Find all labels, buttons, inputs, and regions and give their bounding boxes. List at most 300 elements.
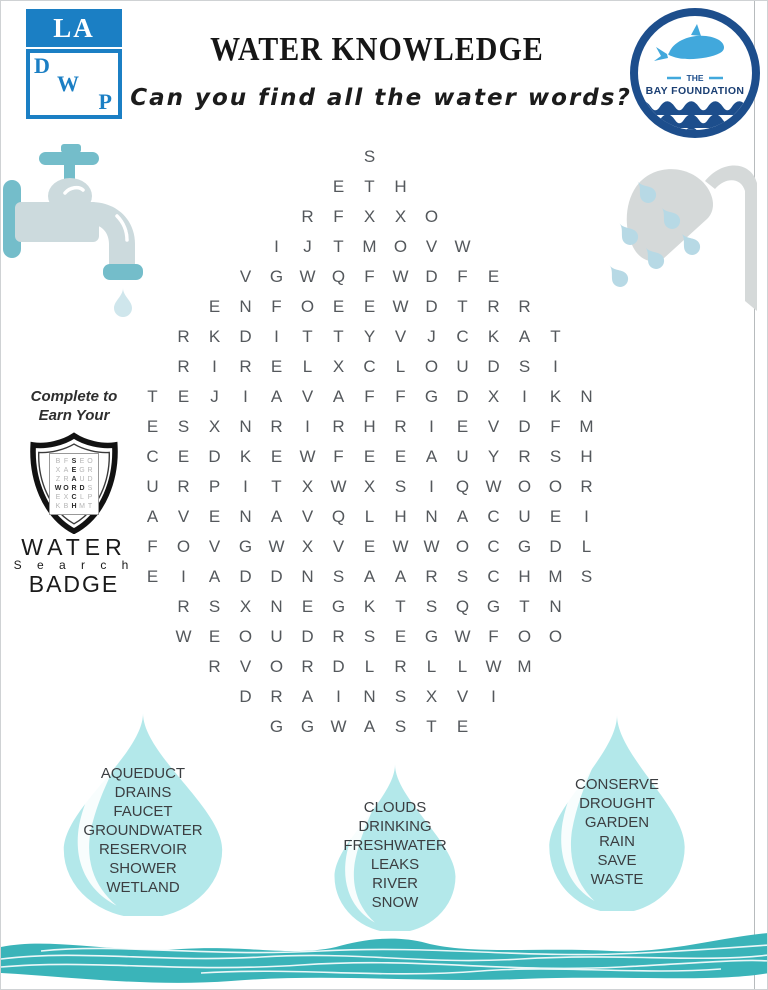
puzzle-letter: D	[549, 537, 562, 556]
mini-grid-letter: Z	[55, 476, 61, 483]
badge-search-text: S e a r c h	[13, 558, 135, 572]
ladwp-w-text: W	[57, 71, 79, 96]
puzzle-letter: E	[146, 567, 159, 586]
mini-grid-letter: E	[71, 467, 77, 474]
puzzle-letter: W	[423, 537, 440, 556]
mini-grid-letter: F	[63, 458, 69, 465]
puzzle-letter: S	[456, 567, 469, 586]
puzzle-letter: F	[457, 267, 468, 286]
puzzle-letter: N	[239, 297, 252, 316]
ladwp-d-text: D	[34, 53, 50, 78]
puzzle-letter: R	[394, 417, 407, 436]
puzzle-letter: Q	[331, 267, 346, 286]
puzzle-letter: Q	[455, 477, 470, 496]
puzzle-row	[1, 442, 738, 472]
mini-grid-letter: M	[79, 503, 85, 510]
puzzle-letter: F	[333, 447, 344, 466]
puzzle-letter: T	[333, 237, 344, 256]
word-list-item: AQUEDUCT	[100, 765, 186, 782]
puzzle-letter: A	[208, 567, 221, 586]
puzzle-letter: R	[208, 657, 221, 676]
puzzle-row	[1, 652, 738, 682]
puzzle-letter: I	[336, 687, 341, 706]
puzzle-letter: F	[147, 537, 158, 556]
puzzle-letter: E	[177, 387, 190, 406]
puzzle-letter: W	[330, 477, 347, 496]
puzzle-letter: O	[548, 627, 563, 646]
puzzle-letter: V	[177, 507, 190, 526]
water-wave-band	[1, 929, 768, 987]
puzzle-row	[1, 232, 738, 262]
puzzle-letter: I	[243, 387, 248, 406]
puzzle-letter: R	[177, 477, 190, 496]
puzzle-letter: V	[301, 507, 314, 526]
puzzle-letter: T	[457, 297, 468, 316]
mini-grid-letter: T	[87, 503, 93, 510]
word-list-item: RIVER	[372, 875, 418, 892]
mini-grid-letter: P	[87, 494, 93, 501]
puzzle-row	[1, 472, 738, 502]
bay-foundation-logo	[629, 7, 761, 139]
puzzle-letter: R	[239, 357, 252, 376]
puzzle-letter: R	[332, 417, 345, 436]
puzzle-letter: I	[522, 387, 527, 406]
puzzle-letter: G	[300, 717, 315, 736]
puzzle-letter: K	[208, 327, 221, 346]
word-list-item: WASTE	[590, 871, 644, 888]
puzzle-letter: E	[394, 627, 407, 646]
puzzle-letter: I	[274, 237, 279, 256]
word-list-item: CLOUDS	[363, 799, 427, 816]
puzzle-letter: G	[269, 267, 284, 286]
puzzle-letter: R	[301, 657, 314, 676]
puzzle-letter: K	[549, 387, 562, 406]
mini-grid-letter: C	[71, 494, 77, 501]
puzzle-letter: N	[239, 507, 252, 526]
puzzle-letter: M	[579, 417, 594, 436]
word-list-item: SAVE	[597, 852, 637, 869]
puzzle-letter: W	[485, 477, 502, 496]
puzzle-letter: G	[517, 537, 532, 556]
mini-grid-letter: O	[63, 485, 69, 492]
puzzle-letter: N	[580, 387, 593, 406]
puzzle-letter: M	[517, 657, 532, 676]
puzzle-letter: D	[239, 327, 252, 346]
puzzle-letter: F	[364, 387, 375, 406]
badge-caption-line2: Earn Your	[38, 407, 110, 424]
puzzle-letter: M	[548, 567, 563, 586]
mini-grid-letter: R	[71, 485, 77, 492]
puzzle-letter: G	[269, 717, 284, 736]
mini-grid-letter: R	[87, 467, 93, 474]
puzzle-letter: R	[518, 297, 531, 316]
puzzle-row	[1, 382, 738, 412]
puzzle-letter: E	[208, 297, 221, 316]
puzzle-letter: O	[393, 237, 408, 256]
puzzle-letter: N	[425, 507, 438, 526]
puzzle-letter: X	[425, 687, 438, 706]
puzzle-letter: G	[331, 597, 346, 616]
puzzle-letter: S	[425, 597, 438, 616]
puzzle-letter: W	[330, 717, 347, 736]
puzzle-letter: T	[271, 477, 282, 496]
puzzle-letter: S	[394, 687, 407, 706]
puzzle-letter: M	[362, 237, 377, 256]
word-list-item: SNOW	[371, 894, 419, 911]
puzzle-letter: L	[364, 507, 375, 526]
puzzle-letter: L	[581, 537, 592, 556]
puzzle-letter: X	[363, 207, 376, 226]
puzzle-letter: I	[491, 687, 496, 706]
puzzle-letter: O	[455, 537, 470, 556]
puzzle-letter: E	[363, 297, 376, 316]
puzzle-letter: D	[239, 567, 252, 586]
puzzle-letter: S	[518, 357, 531, 376]
puzzle-letter: X	[239, 597, 252, 616]
puzzle-letter: E	[208, 627, 221, 646]
puzzle-letter: T	[302, 327, 313, 346]
puzzle-letter: I	[584, 507, 589, 526]
puzzle-letter: Y	[363, 327, 376, 346]
puzzle-letter: G	[238, 537, 253, 556]
mini-grid-letter: E	[55, 494, 61, 501]
word-list-item: LEAKS	[370, 856, 420, 873]
puzzle-letter: I	[305, 417, 310, 436]
puzzle-letter: I	[553, 357, 558, 376]
puzzle-letter: A	[363, 567, 376, 586]
puzzle-letter: I	[243, 477, 248, 496]
puzzle-letter: R	[301, 207, 314, 226]
puzzle-letter: W	[268, 537, 285, 556]
puzzle-letter: E	[363, 447, 376, 466]
puzzle-letter: E	[332, 297, 345, 316]
puzzle-letter: I	[212, 357, 217, 376]
puzzle-letter: V	[456, 687, 469, 706]
puzzle-letter: E	[301, 597, 314, 616]
puzzle-letter: U	[146, 477, 159, 496]
page-title: WATER KNOWLEDGE	[210, 30, 544, 68]
puzzle-letter: K	[239, 447, 252, 466]
mini-grid-letter: A	[63, 467, 69, 474]
puzzle-letter: O	[269, 657, 284, 676]
puzzle-letter: G	[424, 627, 439, 646]
word-list-item: RESERVOIR	[98, 841, 188, 858]
puzzle-letter: D	[487, 357, 500, 376]
puzzle-letter: A	[301, 687, 314, 706]
puzzle-letter: A	[270, 387, 283, 406]
puzzle-letter: V	[301, 387, 314, 406]
puzzle-letter: C	[487, 537, 500, 556]
puzzle-letter: H	[394, 507, 407, 526]
puzzle-letter: E	[394, 447, 407, 466]
word-list-item: FRESHWATER	[343, 837, 447, 854]
puzzle-letter: P	[208, 477, 221, 496]
puzzle-letter: E	[456, 417, 469, 436]
puzzle-letter: V	[332, 537, 345, 556]
puzzle-letter: D	[518, 417, 531, 436]
puzzle-letter: O	[176, 537, 191, 556]
puzzle-letter: A	[146, 507, 159, 526]
puzzle-letter: U	[456, 447, 469, 466]
puzzle-letter: R	[518, 447, 531, 466]
mini-grid-letter: X	[63, 494, 69, 501]
puzzle-letter: O	[517, 627, 532, 646]
puzzle-letter: E	[332, 177, 345, 196]
puzzle-letter: W	[454, 237, 471, 256]
puzzle-row	[1, 502, 738, 532]
puzzle-letter: N	[239, 417, 252, 436]
puzzle-letter: O	[424, 357, 439, 376]
puzzle-letter: O	[300, 297, 315, 316]
puzzle-letter: F	[271, 297, 282, 316]
puzzle-letter: C	[487, 567, 500, 586]
puzzle-letter: W	[299, 447, 316, 466]
puzzle-letter: S	[580, 567, 593, 586]
puzzle-letter: R	[270, 687, 283, 706]
puzzle-letter: T	[519, 597, 530, 616]
puzzle-letter: W	[299, 267, 316, 286]
puzzle-letter: S	[363, 627, 376, 646]
word-drop-1	[33, 709, 253, 916]
puzzle-letter: S	[394, 477, 407, 496]
puzzle-row	[1, 352, 738, 382]
puzzle-letter: X	[394, 207, 407, 226]
puzzle-letter: E	[177, 447, 190, 466]
puzzle-letter: F	[550, 417, 561, 436]
puzzle-letter: U	[518, 507, 531, 526]
puzzle-letter: U	[270, 627, 283, 646]
puzzle-letter: K	[487, 327, 500, 346]
puzzle-row	[1, 292, 738, 322]
puzzle-letter: A	[518, 327, 531, 346]
mini-grid-letter: K	[55, 503, 61, 510]
ladwp-p-text: P	[98, 89, 112, 114]
mini-grid-letter: G	[79, 467, 85, 474]
puzzle-letter: E	[487, 267, 500, 286]
puzzle-letter: E	[549, 507, 562, 526]
puzzle-letter: H	[363, 417, 376, 436]
puzzle-letter: D	[239, 687, 252, 706]
word-list	[523, 775, 711, 889]
puzzle-letter: O	[238, 627, 253, 646]
word-list-item: DRAINS	[114, 784, 172, 801]
puzzle-letter: T	[364, 177, 375, 196]
mini-grid-letter: S	[87, 485, 93, 492]
puzzle-letter: H	[580, 447, 593, 466]
puzzle-letter: V	[425, 237, 438, 256]
puzzle-letter: S	[177, 417, 190, 436]
puzzle-letter: R	[394, 657, 407, 676]
puzzle-letter: E	[363, 537, 376, 556]
puzzle-letter: W	[392, 267, 409, 286]
puzzle-row	[1, 592, 738, 622]
ladwp-logo-top	[26, 9, 122, 47]
puzzle-letter: O	[548, 477, 563, 496]
puzzle-letter: R	[487, 297, 500, 316]
word-list-item: DRINKING	[358, 818, 432, 835]
puzzle-letter: I	[429, 417, 434, 436]
puzzle-row	[1, 202, 738, 232]
ladwp-logo	[26, 9, 122, 121]
puzzle-letter: I	[181, 567, 186, 586]
puzzle-letter: X	[487, 387, 500, 406]
puzzle-letter: A	[363, 717, 376, 736]
puzzle-row	[1, 682, 738, 712]
puzzle-letter: E	[456, 717, 469, 736]
puzzle-letter: T	[333, 327, 344, 346]
puzzle-letter: Q	[455, 597, 470, 616]
mini-grid-letter: L	[80, 494, 84, 501]
puzzle-letter: A	[425, 447, 438, 466]
word-list-item: WETLAND	[106, 879, 180, 896]
puzzle-letter: E	[208, 507, 221, 526]
puzzle-letter: G	[424, 387, 439, 406]
puzzle-letter: R	[177, 597, 190, 616]
puzzle-letter: S	[208, 597, 221, 616]
puzzle-letter: D	[332, 657, 345, 676]
word-list	[311, 798, 479, 912]
puzzle-letter: S	[363, 147, 376, 166]
puzzle-letter: W	[454, 627, 471, 646]
ladwp-logo-bottom	[26, 49, 122, 119]
puzzle-letter: X	[208, 417, 221, 436]
page-subtitle: Can you find all the water words?	[130, 85, 632, 111]
puzzle-grid	[1, 142, 738, 742]
puzzle-letter: E	[146, 417, 159, 436]
mini-grid-letter: A	[71, 476, 77, 483]
mini-grid-letter: S	[71, 458, 77, 465]
bay-logo-name-text: BAY FOUNDATION	[645, 85, 745, 97]
puzzle-letter: L	[395, 357, 406, 376]
puzzle-letter: A	[270, 507, 283, 526]
puzzle-letter: S	[394, 717, 407, 736]
puzzle-row	[1, 562, 738, 592]
puzzle-letter: D	[425, 267, 438, 286]
puzzle-letter: F	[488, 627, 499, 646]
word-drop-3	[523, 711, 711, 911]
word-list-item: GARDEN	[584, 814, 650, 831]
puzzle-letter: X	[363, 477, 376, 496]
puzzle-letter: T	[395, 597, 406, 616]
puzzle-letter: A	[456, 507, 469, 526]
puzzle-letter: E	[270, 447, 283, 466]
puzzle-letter: G	[486, 597, 501, 616]
puzzle-letter: C	[456, 327, 469, 346]
puzzle-letter: E	[270, 357, 283, 376]
puzzle-letter: R	[177, 357, 190, 376]
word-list-item: RAIN	[599, 833, 635, 850]
puzzle-letter: O	[424, 207, 439, 226]
mini-grid-letter: D	[79, 485, 85, 492]
puzzle-letter: W	[485, 657, 502, 676]
puzzle-letter: F	[364, 267, 375, 286]
puzzle-letter: J	[303, 237, 312, 256]
puzzle-row	[1, 322, 738, 352]
puzzle-letter: C	[363, 357, 376, 376]
puzzle-letter: R	[580, 477, 593, 496]
puzzle-letter: H	[394, 177, 407, 196]
puzzle-letter: H	[518, 567, 531, 586]
puzzle-letter: V	[239, 657, 252, 676]
puzzle-letter: K	[363, 597, 376, 616]
puzzle-letter: V	[208, 537, 221, 556]
word-list-item: GROUNDWATER	[83, 822, 203, 839]
mini-grid-letter: D	[87, 476, 93, 483]
mini-grid-letter: U	[79, 476, 85, 483]
bay-logo-the-text: THE	[686, 73, 704, 83]
puzzle-letter: R	[177, 327, 190, 346]
puzzle-letter: V	[239, 267, 252, 286]
puzzle-letter: Q	[331, 507, 346, 526]
puzzle-letter: F	[395, 387, 406, 406]
badge-badge-text: BADGE	[28, 571, 120, 597]
puzzle-letter: I	[429, 477, 434, 496]
puzzle-letter: L	[457, 657, 468, 676]
puzzle-letter: V	[487, 417, 500, 436]
puzzle-letter: X	[301, 537, 314, 556]
puzzle-letter: F	[333, 207, 344, 226]
mini-grid-letter: B	[63, 503, 69, 510]
mini-grid-letter: H	[71, 503, 77, 510]
puzzle-row	[1, 142, 738, 172]
bay-foundation-logo-graphic	[629, 7, 761, 139]
puzzle-letter: I	[274, 327, 279, 346]
puzzle-letter: N	[270, 597, 283, 616]
mini-grid-letter: R	[63, 476, 69, 483]
puzzle-letter: T	[426, 717, 437, 736]
puzzle-letter: D	[425, 297, 438, 316]
puzzle-letter: R	[332, 627, 345, 646]
word-drop-2	[311, 761, 479, 931]
puzzle-letter: T	[550, 327, 561, 346]
word-list-item: FAUCET	[113, 803, 173, 820]
puzzle-letter: O	[517, 477, 532, 496]
word-list	[33, 764, 253, 897]
puzzle-letter: C	[146, 447, 159, 466]
puzzle-letter: D	[456, 387, 469, 406]
puzzle-letter: A	[332, 387, 345, 406]
puzzle-letter: T	[147, 387, 158, 406]
puzzle-letter: S	[549, 447, 562, 466]
puzzle-letter: N	[549, 597, 562, 616]
puzzle-letter: R	[425, 567, 438, 586]
puzzle-row	[1, 532, 738, 562]
mini-grid-letter: W	[54, 485, 62, 492]
badge-water-text: WATER	[21, 534, 127, 560]
mini-grid-letter: B	[55, 458, 61, 465]
puzzle-row	[1, 412, 738, 442]
puzzle-letter: D	[208, 447, 221, 466]
puzzle-letter: L	[364, 657, 375, 676]
puzzle-letter: N	[301, 567, 314, 586]
page-edge-line	[754, 1, 755, 989]
puzzle-letter: W	[392, 537, 409, 556]
word-list-item: DROUGHT	[579, 795, 655, 812]
badge-caption-line1: Complete to	[30, 388, 118, 405]
puzzle-letter: N	[363, 687, 376, 706]
word-list-item: CONSERVE	[575, 776, 659, 793]
puzzle-letter: J	[427, 327, 436, 346]
puzzle-row	[1, 172, 738, 202]
puzzle-letter: J	[210, 387, 219, 406]
puzzle-letter: W	[175, 627, 192, 646]
puzzle-letter: X	[332, 357, 345, 376]
word-list-item: SHOWER	[109, 860, 177, 877]
puzzle-letter: Y	[487, 447, 500, 466]
puzzle-letter: S	[332, 567, 345, 586]
puzzle-letter: U	[456, 357, 469, 376]
puzzle-letter: L	[426, 657, 437, 676]
